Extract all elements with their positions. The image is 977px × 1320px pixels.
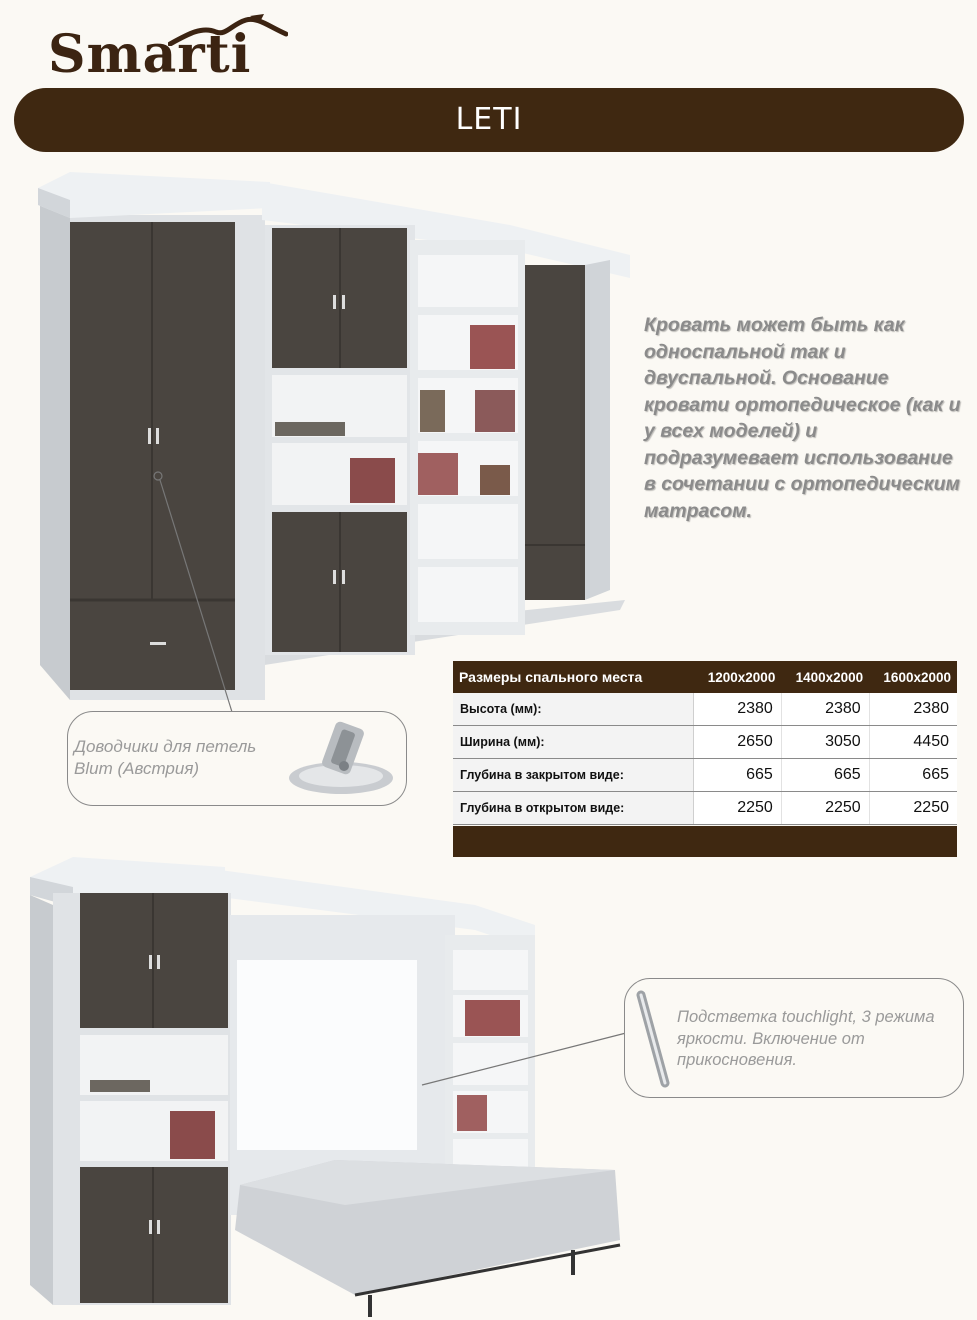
cell-value: 665 xyxy=(694,759,782,792)
closed-wardrobe-bed-image xyxy=(30,160,640,710)
table-row xyxy=(453,759,957,792)
cell-value: 2380 xyxy=(869,693,957,726)
table-row xyxy=(453,726,957,759)
cell-value: 665 xyxy=(781,759,869,792)
cell-value: 665 xyxy=(869,759,957,792)
specs-header-size-3: 1600x2000 xyxy=(869,661,957,693)
row-label: Глубина в открытом виде: xyxy=(453,792,694,825)
table-row xyxy=(453,693,957,726)
cell-value: 4450 xyxy=(869,726,957,759)
row-label: Глубина в закрытом виде: xyxy=(453,759,694,792)
page-title: LETI xyxy=(455,102,523,137)
cell-value: 2250 xyxy=(781,792,869,825)
specs-header-label: Размеры спального места xyxy=(453,661,694,693)
specs-table xyxy=(453,661,957,825)
description-text: Кровать может быть как односпальной так и двуспальной. Основание кровати ортопедическое (как и у всех моделей) и подразумевает использование в сочетании с ортопедическим матрасом. xyxy=(644,314,961,522)
specs-table-footer xyxy=(453,826,957,857)
row-label: Ширина (мм): xyxy=(453,726,694,759)
cell-value: 2250 xyxy=(694,792,782,825)
brand-name: Smarti xyxy=(48,24,252,85)
light-callout xyxy=(624,978,964,1098)
specs-header-row xyxy=(453,661,957,693)
hinge-icon xyxy=(286,716,396,802)
table-row xyxy=(453,792,957,825)
cell-value: 2650 xyxy=(694,726,782,759)
row-label: Высота (мм): xyxy=(453,693,694,726)
specs-header-size-2: 1400x2000 xyxy=(781,661,869,693)
brand-logo xyxy=(48,18,288,88)
hinge-callout xyxy=(67,711,407,806)
cell-value: 2250 xyxy=(869,792,957,825)
hinge-callout-text: Доводчики для петель Blum (Австрия) xyxy=(74,737,257,778)
light-tube-icon xyxy=(633,989,673,1089)
cell-value: 3050 xyxy=(781,726,869,759)
hinge-leader-line xyxy=(150,470,240,715)
title-banner xyxy=(14,88,964,152)
cell-value: 2380 xyxy=(694,693,782,726)
light-leader-line xyxy=(420,1030,630,1090)
light-callout-text: Подстветка touchlight, 3 режима яркости. Включение от прикосновения. xyxy=(677,1008,935,1069)
specs-header-size-1: 1200x2000 xyxy=(694,661,782,693)
cell-value: 2380 xyxy=(781,693,869,726)
